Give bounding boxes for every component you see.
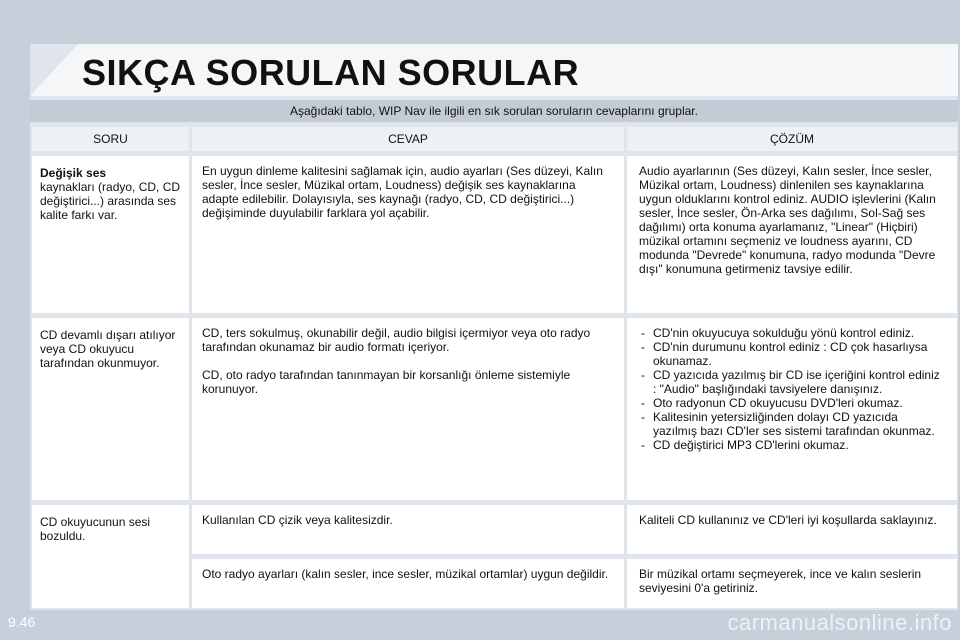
row1-question — [32, 156, 189, 313]
solution-list-item: - CD'nin durumunu kontrol ediniz : CD çok hasarlıysa okunamaz. — [639, 340, 945, 368]
row3-solution-a — [627, 505, 957, 554]
row1-answer-text: En uygun dinleme kalitesini sağlamak için, audio ayarları (Ses düzeyi, Kalın sesler, İnce sesler, Müzikal ortam, Loudness) değişik ses kaynaklarına adapte edilebilir. Dolayısıyla, ses kaynağı (radyo, CD, CD değiştirici...) değişiminde duyulabilir farklara yol açabilir. — [202, 164, 603, 220]
row3-question — [32, 505, 189, 608]
row3-solution-b-text: Bir müzikal ortamı seçmeyerek, ince ve kalın seslerin seviyesini 0'a getiriniz. — [639, 567, 922, 595]
row1-solution — [627, 156, 957, 313]
row1-solution-text: Audio ayarlarının (Ses düzeyi, Kalın sesler, İnce sesler, Müzikal ortam, Loudness) dinlenilen ses kaynaklarına uygun olduklarını kontrol ediniz. AUDIO işlevlerini (Kalın sesler, İnce sesler, Ön-Arka ses dağılımı, Sol-Sağ ses dağılımı) orta konuma ayarlamanız, "Linear" (Hiçbiri) müzikal ortamını seçmeniz ve loudness ayarını, CD modunda "Devrede" konumuna, radyo modunda "Devre dışı" konumuna getirmeniz tavsiye edilir. — [639, 164, 936, 276]
row3-answer-a-text: Kullanılan CD çizik veya kalitesizdir. — [202, 513, 393, 527]
solution-list-item: - CD yazıcıda yazılmış bir CD ise içeriğini kontrol ediniz : "Audio" başlığındaki tavsiyelere danışınız. — [639, 368, 945, 396]
page-title: SIKÇA SORULAN SORULAR — [82, 52, 580, 93]
row2-answer — [192, 318, 624, 500]
header-soru: SORU — [32, 127, 189, 151]
intro-text: Aşağıdaki tablo, WIP Nav ile ilgili en sık sorulan soruların cevaplarını gruplar. — [290, 104, 698, 118]
row3-solution-b — [627, 559, 957, 608]
solution-list-item: - Oto radyonun CD okuyucusu DVD'leri okumaz. — [639, 396, 945, 410]
row2-question — [32, 318, 189, 500]
header-cevap: CEVAP — [192, 127, 624, 151]
row3-answer-b-text: Oto radyo ayarları (kalın sesler, ince sesler, müzikal ortamlar) uygun değildir. — [202, 567, 609, 581]
solution-list-item: - CD değiştirici MP3 CD'lerini okumaz. — [639, 438, 945, 452]
row3-solution-a-text: Kaliteli CD kullanınız ve CD'leri iyi koşullarda saklayınız. — [639, 513, 937, 527]
row1-answer — [192, 156, 624, 313]
row2-answer-paragraph: CD, ters sokulmuş, okunabilir değil, audio bilgisi içermiyor veya oto radyo tarafından okunamaz bir audio formatı içeriyor. — [202, 326, 591, 354]
row1-question-bold: Değişik ses — [40, 166, 107, 180]
row2-question-text: CD devamlı dışarı atılıyor veya CD okuyucu tarafından okunmuyor. — [40, 328, 176, 370]
row3-answer-a — [192, 505, 624, 554]
row2-answer-paragraph: CD, oto radyo tarafından tanınmayan bir korsanlığı önleme sistemiyle korunuyor. — [202, 368, 571, 396]
watermark: carmanualsonline.info — [727, 610, 952, 635]
row2-solution-list — [639, 326, 945, 452]
row1-question-text: kaynakları (radyo, CD, CD değiştirici...) arasında ses kalite farkı var. — [40, 180, 181, 222]
solution-list-item: - Kalitesinin yetersizliğinden dolayı CD yazıcıda yazılmış bazı CD'ler ses sistemi tarafından okunmaz. — [639, 410, 945, 438]
row2-solution — [627, 318, 957, 500]
solution-list-item: - CD'nin okuyucuya sokulduğu yönü kontrol ediniz. — [639, 326, 945, 340]
row3-question-text: CD okuyucunun sesi bozuldu. — [40, 515, 151, 543]
row3-answer-b — [192, 559, 624, 608]
page-number: 9.46 — [8, 614, 36, 630]
header-cozum: ÇÖZÜM — [627, 127, 957, 151]
